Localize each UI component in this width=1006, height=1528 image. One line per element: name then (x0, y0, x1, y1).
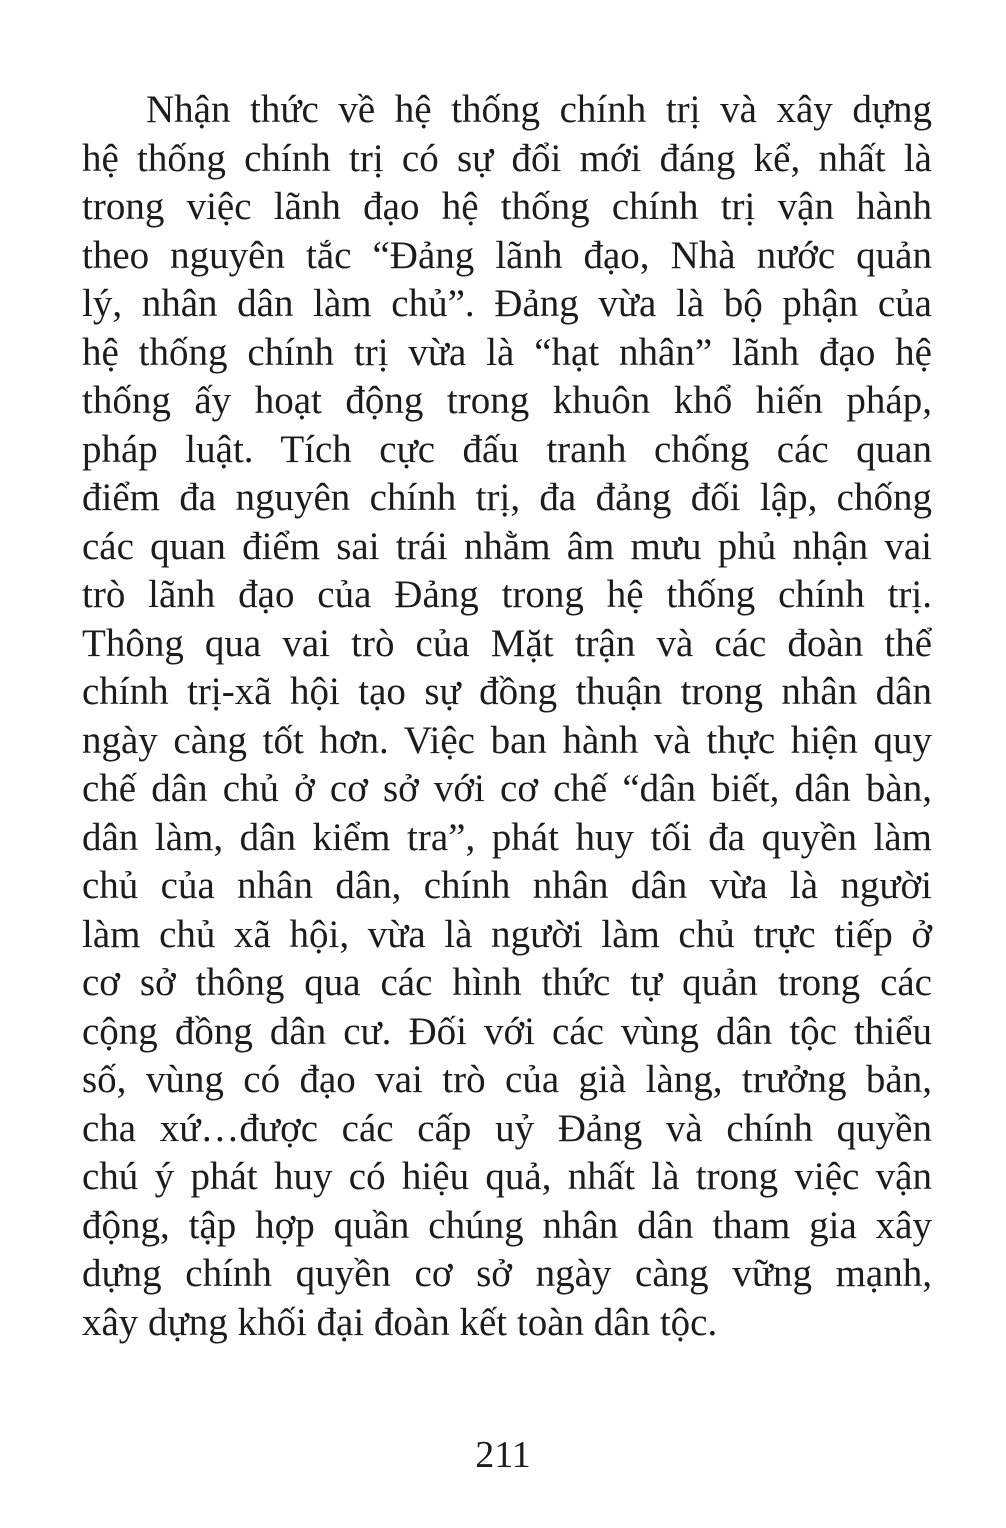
text-line: số, vùng có đạo vai trò của già làng, trưởng bản, (82, 1058, 932, 1101)
text-line: chế dân chủ ở cơ sở với cơ chế “dân biết, dân bàn, (82, 767, 932, 810)
text-line: xây dựng khối đại đoàn kết toàn dân tộc. (82, 1300, 718, 1344)
text-line: chính trị-xã hội tạo sự đồng thuận trong nhân dân (82, 670, 932, 713)
text-line: trong việc lãnh đạo hệ thống chính trị vận hành (82, 185, 932, 228)
text-line: làm chủ xã hội, vừa là người làm chủ trực tiếp ở (82, 912, 932, 956)
text-line: hệ thống chính trị vừa là “hạt nhân” lãnh đạo hệ (82, 330, 932, 374)
text-line: hệ thống chính trị có sự đổi mới đáng kể, nhất là (82, 136, 932, 180)
text-line: chủ của nhân dân, chính nhân dân vừa là người (82, 864, 932, 907)
text-line: Thông qua vai trò của Mặt trận và các đoàn thể (82, 621, 932, 665)
text-line: dựng chính quyền cơ sở ngày càng vững mạnh, (82, 1252, 932, 1295)
text-line: lý, nhân dân làm chủ”. Đảng vừa là bộ phận của (82, 282, 932, 325)
text-line: trò lãnh đạo của Đảng trong hệ thống chính trị. (82, 573, 932, 616)
text-line: chú ý phát huy có hiệu quả, nhất là trong việc vận (82, 1155, 932, 1198)
text-line: cơ sở thông qua các hình thức tự quản trong các (82, 961, 932, 1004)
text-line: động, tập hợp quần chúng nhân dân tham gia xây (82, 1203, 932, 1247)
text-line: pháp luật. Tích cực đấu tranh chống các quan (82, 427, 932, 471)
page-number: 211 (475, 1434, 531, 1476)
text-line: điểm đa nguyên chính trị, đa đảng đối lập, chống (82, 476, 932, 519)
text-line: cha xứ…được các cấp uỷ Đảng và chính quyền (82, 1106, 932, 1150)
text-line: dân làm, dân kiểm tra”, phát huy tối đa quyền làm (82, 815, 932, 859)
text-line: cộng đồng dân cư. Đối với các vùng dân tộc thiểu (82, 1009, 932, 1053)
text-line: ngày càng tốt hơn. Việc ban hành và thực hiện quy (82, 718, 932, 762)
text-line: theo nguyên tắc “Đảng lãnh đạo, Nhà nước quản (82, 233, 932, 277)
text-line: các quan điểm sai trái nhằm âm mưu phủ nhận vai (82, 524, 932, 568)
text-line: Nhận thức về hệ thống chính trị và xây dựng (146, 88, 932, 131)
text-line: thống ấy hoạt động trong khuôn khổ hiến pháp, (82, 379, 932, 422)
body-paragraph (82, 86, 932, 1347)
